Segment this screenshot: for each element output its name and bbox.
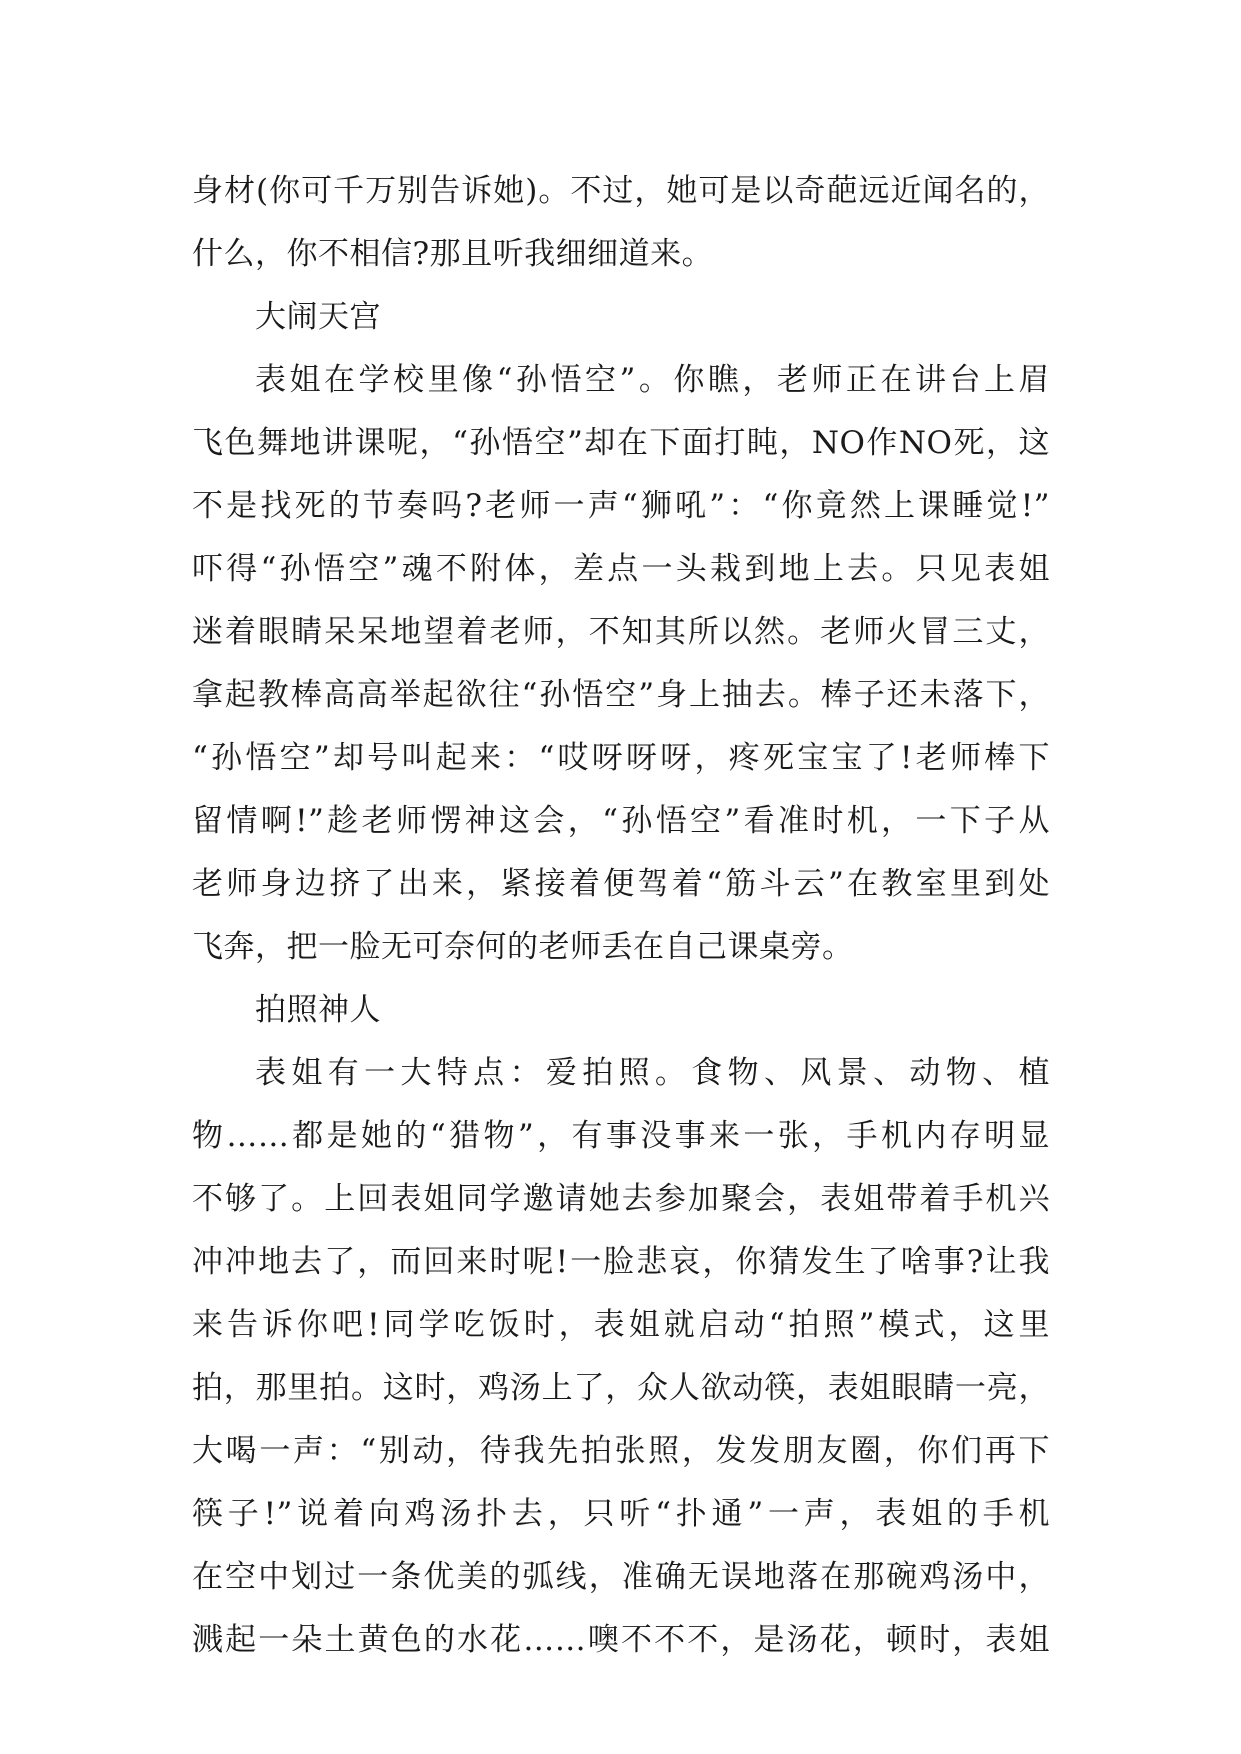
text-line: 留情啊!”趁老师愣神这会，“孙悟空”看准时机，一下子从: [192, 803, 1050, 839]
text-line: 飞色舞地讲课呢，“孙悟空”却在下面打盹，NO作NO死，这: [192, 425, 1050, 461]
text-line: 拿起教棒高高举起欲往“孙悟空”身上抽去。棒子还未落下，: [192, 677, 1050, 713]
text-line: 筷子!”说着向鸡汤扑去，只听“扑通”一声，表姐的手机: [192, 1496, 1050, 1532]
text-line: “孙悟空”却号叫起来：“哎呀呀呀，疼死宝宝了!老师棒下: [192, 740, 1050, 776]
section-heading: 大闹天宫: [255, 299, 381, 335]
document-body: [192, 160, 1050, 1672]
text-line: 来告诉你吧!同学吃饭时，表姐就启动“拍照”模式，这里: [192, 1307, 1050, 1343]
paragraph-first-line: 表姐有一大特点：爱拍照。食物、风景、动物、植: [255, 1055, 1050, 1091]
text-line: 什么，你不相信?那且听我细细道来。: [192, 236, 714, 272]
paragraph-first-line: 表姐在学校里像“孙悟空”。你瞧，老师正在讲台上眉: [255, 362, 1050, 398]
text-line: 飞奔，把一脸无可奈何的老师丢在自己课桌旁。: [192, 929, 854, 965]
text-line: 拍，那里拍。这时，鸡汤上了，众人欲动筷，表姐眼睛一亮，: [192, 1370, 1050, 1406]
text-line: 在空中划过一条优美的弧线，准确无误地落在那碗鸡汤中，: [192, 1559, 1050, 1595]
text-line: 不是找死的节奏吗?老师一声“狮吼”：“你竟然上课睡觉!”: [192, 488, 1050, 524]
text-line: 迷着眼睛呆呆地望着老师，不知其所以然。老师火冒三丈，: [192, 614, 1050, 650]
text-line: 溅起一朵土黄色的水花……噢不不不，是汤花，顿时，表姐: [192, 1622, 1050, 1658]
text-line: 不够了。上回表姐同学邀请她去参加聚会，表姐带着手机兴: [192, 1181, 1050, 1217]
text-line: 老师身边挤了出来，紧接着便驾着“筋斗云”在教室里到处: [192, 866, 1050, 902]
text-line: 冲冲地去了，而回来时呢!一脸悲哀，你猜发生了啥事?让我: [192, 1244, 1050, 1280]
text-line: 大喝一声：“别动，待我先拍张照，发发朋友圈，你们再下: [192, 1433, 1050, 1469]
text-line: 物……都是她的“猎物”，有事没事来一张，手机内存明显: [192, 1118, 1050, 1154]
text-line: 身材(你可千万别告诉她)。不过，她可是以奇葩远近闻名的，: [192, 173, 1050, 209]
text-line: 吓得“孙悟空”魂不附体，差点一头栽到地上去。只见表姐: [192, 551, 1050, 587]
section-heading: 拍照神人: [255, 992, 381, 1028]
